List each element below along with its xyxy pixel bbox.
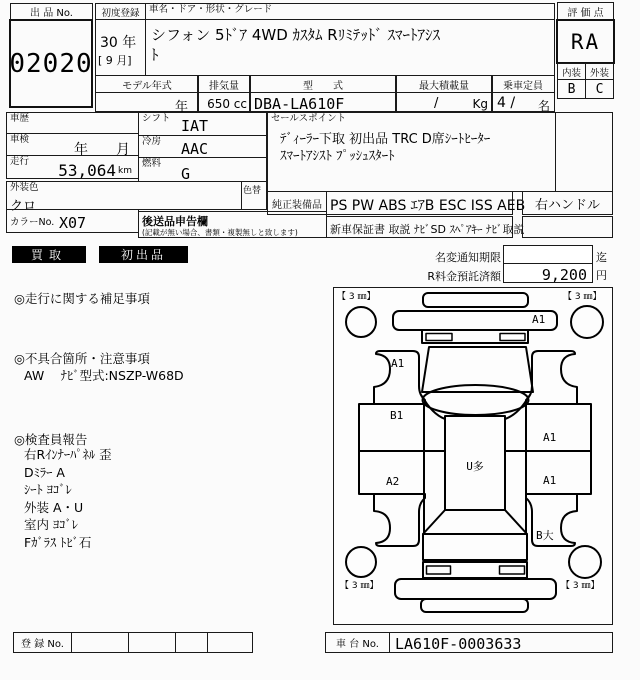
first-listing-badge[interactable]: 初出品: [99, 246, 188, 263]
inspector-item: Dﾐﾗｰ A: [24, 464, 65, 480]
sales-point-line2: ｽﾏｰﾄｱｼｽﾄ ﾌﾟｯｼｭｽﾀｰﾄ: [280, 149, 395, 164]
interior-grade: B: [557, 79, 586, 99]
max-load-slash: /: [434, 96, 439, 111]
inspector-item: 右Rｲﾝﾅｰﾊﾟﾈﾙ 歪: [24, 447, 112, 462]
history-cell: [6, 112, 139, 134]
capacity-value: 4 /: [497, 95, 516, 111]
chassis-no-cell: [389, 632, 613, 653]
model-year-header: モデル年式: [95, 75, 199, 93]
fuel-cell: [138, 157, 267, 182]
equipment-value-cell: [326, 191, 526, 215]
interior-header: 内装: [557, 63, 586, 80]
sales-point-label: セールスポイント: [271, 113, 347, 124]
shift-value: IAT: [181, 117, 209, 135]
max-load-header: 最大積載量: [395, 75, 493, 93]
damage-code-left-front-fender: A1: [391, 357, 405, 370]
car-name-line1: シフォン 5ﾄﾞｱ 4WD ｶｽﾀﾑ Rﾘﾐﾃｯﾄﾞ ｽﾏｰﾄｱｼｽ: [151, 26, 440, 44]
registration-no-label: 登 録 No.: [13, 632, 72, 653]
inspection-label: 車検: [10, 134, 30, 145]
model-year-value-cell: [95, 92, 199, 115]
mileage-label: 走行: [10, 156, 30, 167]
history-label: 車歴: [10, 113, 30, 124]
defects-header: ◎不具合箇所・注意事項: [14, 351, 150, 366]
ac-label: 冷房: [142, 136, 162, 147]
chassis-no-label: 車 台 No.: [325, 632, 390, 653]
inspector-report-list: [24, 446, 112, 551]
color-no-label: カラーNo.: [10, 217, 55, 228]
tire-tread-front-right: 【 3 ㎜】: [563, 292, 602, 302]
recycle-deposit-label: R料金預託済額: [427, 270, 501, 283]
first-registration-cell: [95, 19, 146, 76]
max-load-unit: Kg: [472, 97, 488, 111]
buyout-badge[interactable]: 買取: [12, 246, 86, 263]
capacity-header: 乗車定員: [491, 75, 555, 93]
exterior-color-label: 外装色: [10, 182, 39, 193]
grade-header: 評 価 点: [557, 2, 614, 20]
grade-score: RA: [556, 19, 615, 64]
lot-no-header: 出 品 No.: [10, 3, 93, 20]
sales-point-cell: [267, 112, 556, 192]
car-name-line2: ﾄ: [151, 46, 159, 64]
damage-code-right-front-door: A1: [543, 431, 557, 444]
registration-no-cell: [207, 632, 253, 653]
max-load-value-cell: [395, 92, 493, 112]
name-change-deadline-suffix: 迄: [596, 251, 607, 264]
documents-spare-cell: [522, 216, 613, 238]
mileage-value: 53,064: [58, 161, 116, 180]
shift-label: シフト: [142, 113, 171, 124]
steering-position: 右ハンドル: [522, 191, 613, 215]
inspection-value: 年 月: [74, 142, 130, 158]
capacity-unit: 名: [537, 99, 550, 113]
recycle-deposit-value: 9,200: [541, 266, 587, 284]
color-no-cell: [6, 209, 139, 233]
fuel-value: G: [181, 165, 191, 183]
defect-item: AW ﾅﾋﾞ型式:NSZP-W68D: [24, 368, 184, 383]
capacity-value-cell: [491, 92, 555, 112]
model-code-header: 型 式: [249, 75, 397, 93]
model-code-value: DBA-LA610F: [254, 95, 345, 113]
mileage-unit: km: [118, 166, 132, 176]
car-name-cell: [145, 19, 555, 76]
first-registration-month: [ 9 月]: [98, 54, 132, 67]
first-registration-year: 30 年: [100, 35, 137, 51]
damage-code-right-rear-door: A1: [543, 474, 557, 487]
mileage-cell: [6, 155, 139, 179]
displacement-value-cell: [197, 92, 251, 112]
exterior-header: 外装: [585, 63, 614, 80]
first-registration-header: 初度登録: [95, 3, 146, 20]
documents-value: 新車保証書 取説 ﾅﾋﾞSD ｽﾍﾟｱｷｰ ﾅﾋﾞ取説: [330, 223, 525, 236]
mileage-note-header: ◎走行に関する補足事項: [14, 291, 150, 306]
exterior-color-value: クロ: [10, 199, 37, 214]
damage-code-left-rear-door: A2: [386, 475, 400, 488]
displacement-value: 650 cc: [207, 97, 247, 111]
damage-code-right-rear-fender: B大: [536, 529, 554, 542]
damage-code-roof: U多: [466, 460, 484, 473]
color-change-label: 色替: [243, 186, 262, 196]
inspector-report-header: ◎検査員報告: [14, 432, 88, 447]
name-change-deadline-input[interactable]: [503, 245, 593, 264]
color-no-value: X07: [59, 214, 87, 232]
inspector-item: 室内 ﾖｺﾞﾚ: [24, 517, 78, 532]
inspection-cell: [6, 133, 139, 156]
late-items-label: 後送品申告欄: [142, 215, 208, 228]
car-outline-drawing: [334, 288, 612, 624]
registration-no-cell: [71, 632, 129, 653]
fuel-label: 燃料: [142, 158, 162, 169]
lot-no-value: 02020: [9, 19, 93, 108]
late-items-cell: [138, 211, 327, 238]
equipment-value: PS PW ABS ｴｱB ESC ISS AEB: [330, 198, 526, 214]
tire-tread-rear-left: 【 3 ㎜】: [340, 581, 379, 591]
exterior-grade: C: [585, 79, 614, 99]
model-year-value: 年: [174, 100, 188, 115]
name-change-deadline-label: 名変通知期限: [435, 251, 501, 264]
inspector-item: 外装 A・U: [24, 499, 84, 515]
model-code-value-cell: [249, 92, 397, 112]
color-change-cell: [241, 182, 266, 209]
recycle-deposit-field: [503, 263, 593, 283]
exterior-color-cell: [6, 181, 267, 214]
displacement-header: 排気量: [197, 75, 251, 93]
registration-no-cell: [175, 632, 208, 653]
sales-point-line1: ﾃﾞｨｰﾗｰ下取 初出品 TRC D席ｼｰﾄﾋｰﾀｰ: [280, 132, 491, 147]
late-items-note: (記載が無い場合、書類・複製無しと致します): [142, 228, 298, 237]
damage-diagram: [333, 287, 613, 625]
tire-tread-front-left: 【 3 ㎜】: [337, 292, 376, 302]
documents-cell: [326, 216, 525, 238]
chassis-no-value: LA610F-0003633: [395, 635, 522, 653]
registration-no-cell: [128, 632, 176, 653]
inspector-item: ｼｰﾄ ﾖｺﾞﾚ: [24, 482, 72, 497]
sales-point-spare-cell: [555, 112, 613, 192]
damage-code-left-front-door: B1: [390, 409, 404, 422]
damage-code-front-bumper: A1: [532, 313, 546, 326]
ac-cell: [138, 135, 267, 158]
tire-tread-rear-right: 【 3 ㎜】: [561, 581, 600, 591]
equipment-label-cell: 純正装備品: [267, 191, 327, 215]
ac-value: AAC: [181, 140, 209, 158]
inspector-item: Fｶﾞﾗｽ ﾄﾋﾞ石: [24, 534, 92, 550]
car-name-header: 車名・ドア・形状・グレード: [145, 3, 555, 20]
shift-cell: [138, 112, 267, 136]
recycle-deposit-unit: 円: [596, 269, 607, 282]
